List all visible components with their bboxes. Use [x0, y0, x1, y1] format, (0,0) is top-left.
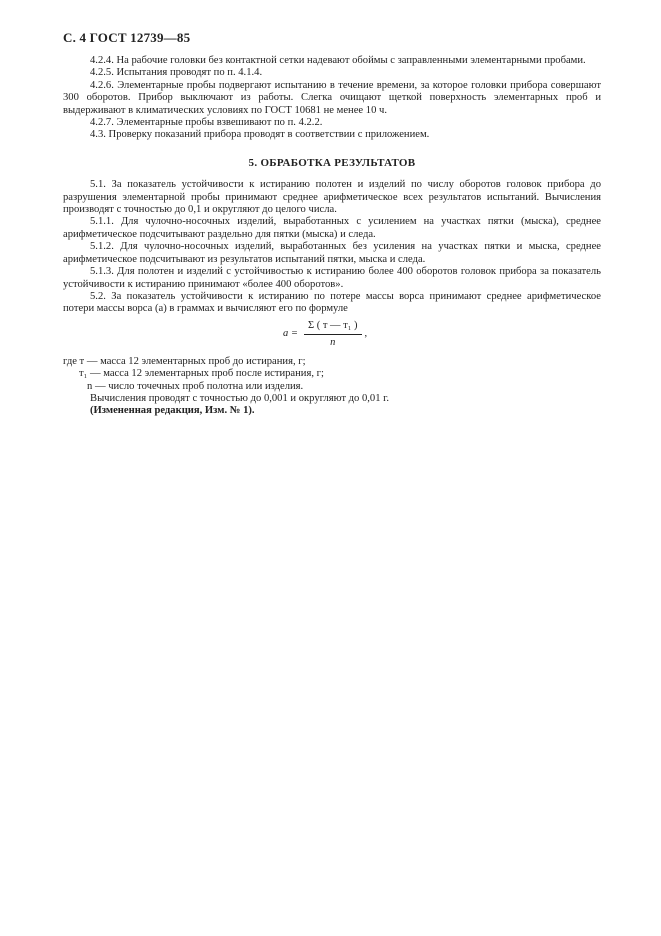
formula-numerator: Σ ( т — т₁ ): [304, 320, 362, 335]
paragraph-4-2-7: 4.2.7. Элементарные пробы взвешивают по п. 4.2.2.: [90, 117, 323, 129]
paragraph-4-2-5: 4.2.5. Испытания проводят по п. 4.1.4.: [90, 67, 263, 79]
definition-n: n — число точечных проб полотна или изделия.: [87, 380, 304, 392]
page-content: [63, 55, 601, 418]
paragraph-5-2: 5.2. За показатель устойчивости к истиранию по потере массы ворса принимают среднее арифметическое потери массы ворса (а) в граммах и вычисляют его по формуле: [63, 290, 601, 315]
page-header: С. 4 ГОСТ 12739—85: [63, 30, 191, 45]
paragraph-5-1-3: 5.1.3. Для полотен и изделий с устойчивостью к истиранию более 400 оборотов головок прибора за показатель устойчивости к истиранию принимают «более 400 оборотов».: [63, 266, 601, 290]
formula-fraction: [304, 320, 362, 350]
formula: [283, 320, 367, 350]
paragraph-5-1-2: 5.1.2. Для чулочно-носочных изделий, выработанных без усиления на участках пятки и мыска, среднее арифметическое подсчитывают из результатов испытаний пятки, мыска и следа.: [63, 241, 601, 265]
precision-note: Вычисления проводят с точностью до 0,001 и округляют до 0,01 г.: [90, 392, 389, 404]
formula-block: [63, 320, 601, 354]
definition-m1: т₁ — масса 12 элементарных проб после истирания, г;: [79, 368, 324, 380]
formula-comma: ,: [364, 328, 368, 340]
paragraph-5-1: 5.1. За показатель устойчивости к истиранию полотен и изделий по числу оборотов головок прибора до разрушения элементарной пробы принимают среднее арифметическое всех результатов испытаний. Вычисления производят с точностью до 0,1 и округляют до целого числа.: [63, 179, 601, 216]
paragraph-4-3: 4.3. Проверку показаний прибора проводят в соответствии с приложением.: [90, 129, 430, 141]
formula-definitions: [63, 356, 601, 393]
edition-note: (Измененная редакция, Изм. № 1).: [90, 405, 255, 417]
paragraph-4-2-6: 4.2.6. Элементарные пробы подвергают испытанию в течение времени, за которое головки прибора совершают 300 оборотов. Прибор выключают из работы. Слегка очищают щеткой поверхность элементарных проб и выдерживают в климатических условиях по ГОСТ 10681 не менее 10 ч.: [63, 79, 601, 116]
section-title: 5. ОБРАБОТКА РЕЗУЛЬТАТОВ: [248, 156, 416, 169]
closing-block: [63, 393, 601, 418]
formula-denominator: n: [330, 337, 336, 349]
paragraph-4-2-4: 4.2.4. На рабочие головки без контактной сетки надевают обоймы с заправленными элементарными пробами.: [90, 55, 586, 66]
formula-lhs: а =: [283, 328, 298, 340]
definition-m: где т — масса 12 элементарных проб до истирания, г;: [63, 355, 306, 367]
paragraph-5-1-1: 5.1.1. Для чулочно-носочных изделий, выработанных с усилением на участках пятки (мыска), среднее арифметическое подсчитывают раздельно для пятки (мыска) и следа.: [63, 216, 601, 240]
